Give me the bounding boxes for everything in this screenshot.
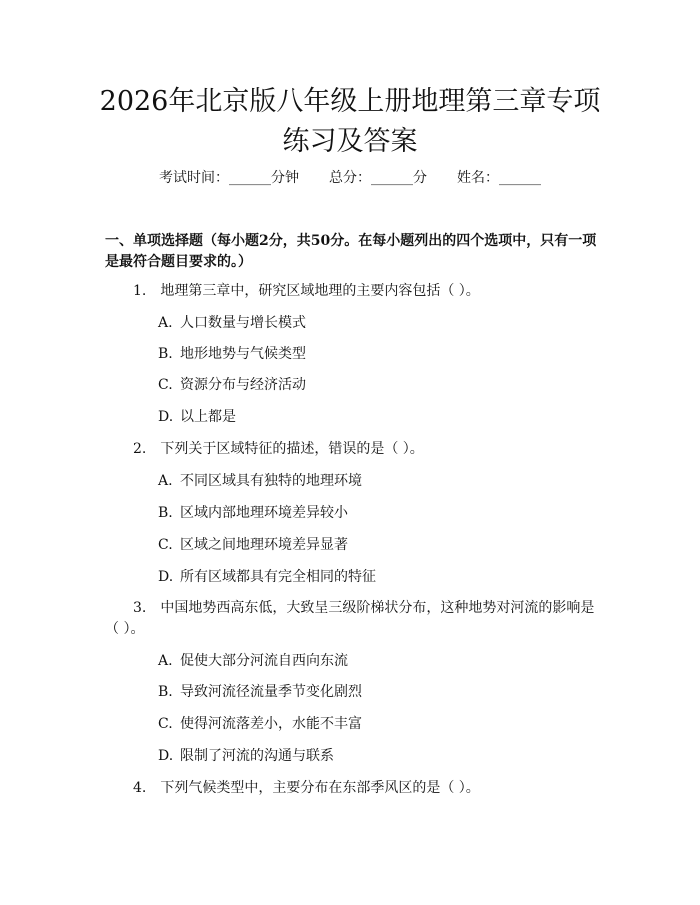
question-text: 中国地势西高东低，大致呈三级阶梯状分布，这种地势对河流的影响是（ ）。 [105, 600, 595, 637]
option-letter: C. [158, 377, 173, 393]
question-text: 地理第三章中，研究区域地理的主要内容包括（ ）。 [160, 283, 480, 299]
question-number: 2. [133, 441, 147, 457]
question-1 [105, 281, 600, 302]
option-2a [158, 471, 362, 491]
question-4 [105, 778, 600, 799]
question-text: 下列气候类型中，主要分布在东部季风区的是（ ）。 [160, 780, 480, 796]
exam-meta [0, 168, 700, 188]
option-text: 资源分布与经济活动 [180, 377, 306, 393]
option-1a [158, 313, 306, 333]
option-letter: D. [158, 409, 174, 425]
option-letter: B. [158, 684, 173, 700]
option-2d [158, 567, 376, 587]
option-text: 使得河流落差小，水能不丰富 [180, 716, 362, 732]
option-letter: A. [158, 473, 173, 489]
option-text: 限制了河流的沟通与联系 [180, 748, 334, 764]
option-2b [158, 503, 348, 523]
question-number: 4. [133, 780, 147, 796]
option-text: 促使大部分河流自西向东流 [180, 653, 348, 669]
option-1b [158, 344, 306, 364]
option-letter: C. [158, 716, 173, 732]
option-3b [158, 682, 362, 702]
exam-time: 考试时间：______分钟 [159, 170, 299, 186]
option-3a [158, 651, 348, 671]
option-text: 人口数量与增长模式 [180, 315, 306, 331]
option-letter: A. [158, 653, 173, 669]
option-text: 不同区域具有独特的地理环境 [180, 473, 362, 489]
question-number: 1. [133, 283, 147, 299]
question-number: 3. [133, 600, 147, 616]
option-text: 导致河流径流量季节变化剧烈 [180, 684, 362, 700]
option-text: 区域内部地理环境差异较小 [180, 505, 348, 521]
option-3d [158, 746, 334, 766]
question-3 [105, 598, 600, 640]
option-1d [158, 407, 236, 427]
option-2c [158, 535, 348, 555]
option-1c [158, 375, 306, 395]
option-text: 地形地势与气候类型 [180, 346, 306, 362]
question-2 [105, 439, 600, 460]
option-3c [158, 714, 362, 734]
option-letter: A. [158, 315, 173, 331]
option-letter: B. [158, 505, 173, 521]
option-letter: D. [158, 569, 174, 585]
option-letter: B. [158, 346, 173, 362]
question-text: 下列关于区域特征的描述，错误的是（ ）。 [160, 441, 424, 457]
option-letter: C. [158, 537, 173, 553]
page-title: 2026年北京版八年级上册地理第三章专项练习及答案 [99, 86, 601, 157]
option-text: 区域之间地理环境差异显著 [180, 537, 348, 553]
section-heading: 一、单项选择题（每小题2分，共50分。在每小题列出的四个选项中，只有一项是最符合题目要求的。） [105, 233, 597, 270]
exam-score: 总分：______分 [329, 170, 427, 186]
option-letter: D. [158, 748, 174, 764]
option-text: 以上都是 [180, 409, 236, 425]
exam-name: 姓名：______ [457, 170, 541, 186]
option-text: 所有区域都具有完全相同的特征 [180, 569, 376, 585]
